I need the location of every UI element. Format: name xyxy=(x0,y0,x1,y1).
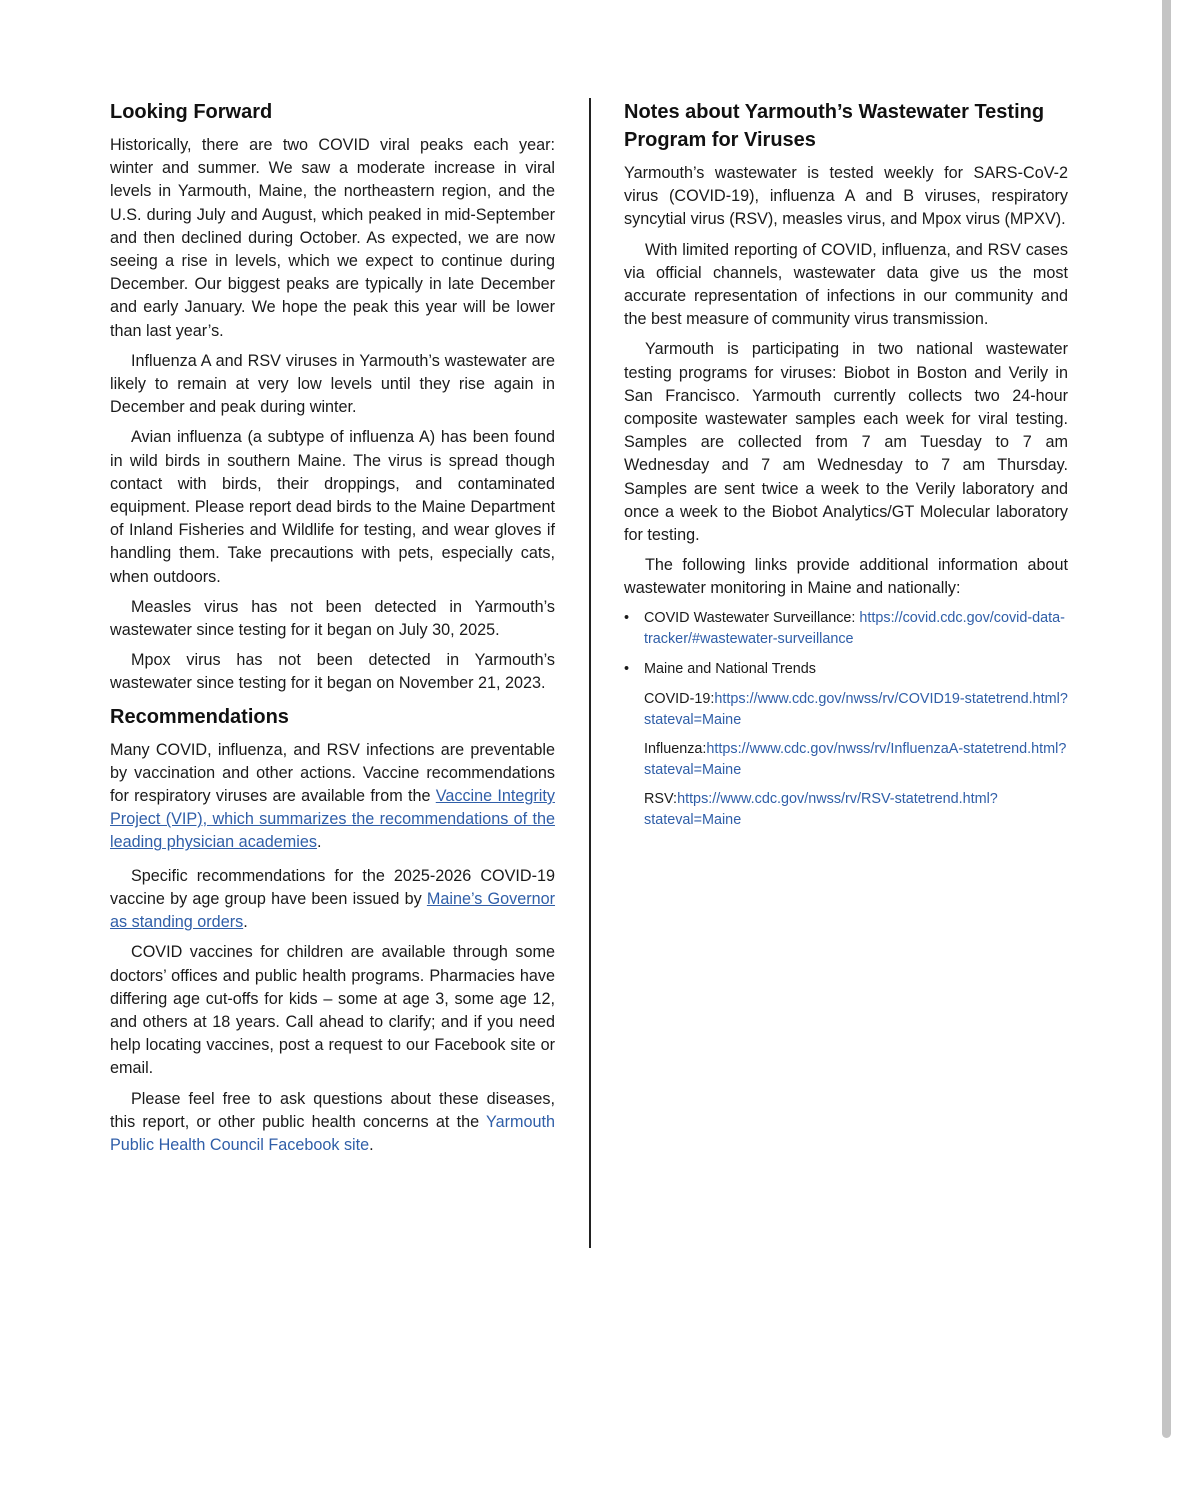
links-list xyxy=(624,608,1068,680)
paragraph-questions xyxy=(110,1088,555,1158)
scrollbar-track[interactable] xyxy=(1160,0,1179,1492)
paragraph-following-links: The following links provide additional information about wastewater monitoring in Maine and nationally: xyxy=(624,556,1068,598)
governor-standing-orders-link[interactable]: Maine’s Governor as standing orders xyxy=(110,889,556,932)
rsv-trend-link[interactable]: https://www.cdc.gov/nwss/rv/RSV-statetrend.html?stateval=Maine xyxy=(644,790,998,828)
paragraph-covid-recs xyxy=(110,865,555,935)
questions-text: Please feel free to ask questions about these diseases, this report, or other public health concerns at the xyxy=(110,1089,555,1131)
column-divider xyxy=(589,98,591,1248)
heading-wastewater-notes: Notes about Yarmouth’s Wastewater Testing Program for Viruses xyxy=(624,101,1045,151)
paragraph-covid-peaks: Historically, there are two COVID viral peaks each year: winter and summer. We saw a moderate increase in viral levels in Yarmouth, Maine, the northeastern region, and the U.S. during July and August, which peaked in mid-September and then declined during October. As expected, we are now seeing a rise in levels, which we expect to continue during December. Our biggest peaks are typically in late December and early January. We hope the peak this year will be lower than last year’s. xyxy=(110,136,555,340)
paragraph-measles: Measles virus has not been detected in Yarmouth’s wastewater since testing for it began on July 30, 2025. xyxy=(110,597,555,640)
paragraph-avian-influenza: Avian influenza (a subtype of influenza A) has been found in wild birds in southern Maine. The virus is spread though contact with birds, their droppings, and contaminated equipment. Please report dead birds to the Maine Department of Inland Fisheries and Wildlife for testing, and wear gloves if handling them. Take precautions with pets, especially cats, when outdoors. xyxy=(110,428,555,586)
left-column xyxy=(110,98,555,1164)
paragraph-children-vaccines: COVID vaccines for children are available through some doctors’ offices and public health programs. Pharmacies have differing age cut-offs for kids – some at age 3, some age 12, and others at 18 years. Call ahead to clarify; and if you need help locating vaccines, post a request to our Facebook site or email. xyxy=(110,943,555,1078)
questions-end: . xyxy=(369,1135,374,1154)
list-item xyxy=(624,608,1068,650)
vaccine-recs-end: . xyxy=(316,833,322,852)
influenza-label: Influenza: xyxy=(644,740,707,757)
maine-national-trends-label: Maine and National Trends xyxy=(644,660,816,677)
covid-surveillance-link[interactable]: https://covid.cdc.gov/covid-data-tracker/#wastewater-surveillance xyxy=(644,609,1065,647)
vip-link[interactable]: Vaccine Integrity Project (VIP), which summarizes the recommendations of the leading physician academies xyxy=(110,787,555,852)
heading-recommendations: Recommendations xyxy=(110,705,289,728)
covid-recs-text: Specific recommendations for the 2025-2026 COVID-19 vaccine by age group have been issued by xyxy=(110,866,555,908)
heading-looking-forward: Looking Forward xyxy=(110,101,273,123)
facebook-site-link[interactable]: Yarmouth Public Health Council Facebook site xyxy=(110,1112,555,1154)
influenza-trend-link[interactable]: https://www.cdc.gov/nwss/rv/InfluenzaA-statetrend.html?stateval=Maine xyxy=(644,740,1067,778)
rsv-trend-item xyxy=(624,789,1068,831)
list-item xyxy=(624,659,1068,680)
covid-surveillance-label: COVID Wastewater Surveillance: xyxy=(644,609,860,626)
paragraph-mpox: Mpox virus has not been detected in Yarmouth’s wastewater since testing for it began on November 21, 2023. xyxy=(110,651,555,693)
paragraph-national-programs: Yarmouth is participating in two national wastewater testing programs for viruses: Biobot in Boston and Verily in San Francisco. Yarmouth currently collects two 24-hour composite wastewater samples each week for viral testing. Samples are collected from 7 am Tuesday to 7 am Wednesday and 7 am Wednesday to 7 am Thursday. Samples are sent twice a week to the Verily laboratory and once a week to the Biobot Analytics/GT Molecular laboratory for testing. xyxy=(624,340,1068,545)
covid19-trend-item xyxy=(624,689,1068,731)
paragraph-influenza-rsv: Influenza A and RSV viruses in Yarmouth’s wastewater are likely to remain at very low levels until they rise again in December and peak during winter. xyxy=(110,351,555,417)
paragraph-tested-weekly: Yarmouth’s wastewater is tested weekly for SARS-CoV-2 virus (COVID-19), influenza A and B viruses, respiratory syncytial virus (RSV), measles virus, and Mpox virus (MPXV). xyxy=(624,164,1068,229)
paragraph-vaccine-recs xyxy=(110,739,555,855)
covid-recs-end: . xyxy=(243,913,248,932)
influenza-trend-item xyxy=(624,739,1068,781)
paragraph-limited-reporting: With limited reporting of COVID, influenza, and RSV cases via official channels, wastewater data give us the most accurate representation of infections in our community and the best measure of community virus transmission. xyxy=(624,240,1068,329)
covid19-label: COVID-19: xyxy=(644,690,715,707)
vaccine-recs-text: Many COVID, influenza, and RSV infections are preventable by vaccination and other actions. Vaccine recommendations for respiratory viruses are available from the xyxy=(110,740,555,806)
bullet: • xyxy=(624,609,630,626)
right-column xyxy=(624,98,1068,838)
rsv-label: RSV: xyxy=(644,790,678,807)
scrollbar-thumb[interactable] xyxy=(1162,0,1171,1438)
bullet: • xyxy=(624,660,630,677)
covid19-trend-link[interactable]: https://www.cdc.gov/nwss/rv/COVID19-statetrend.html?stateval=Maine xyxy=(644,690,1068,728)
